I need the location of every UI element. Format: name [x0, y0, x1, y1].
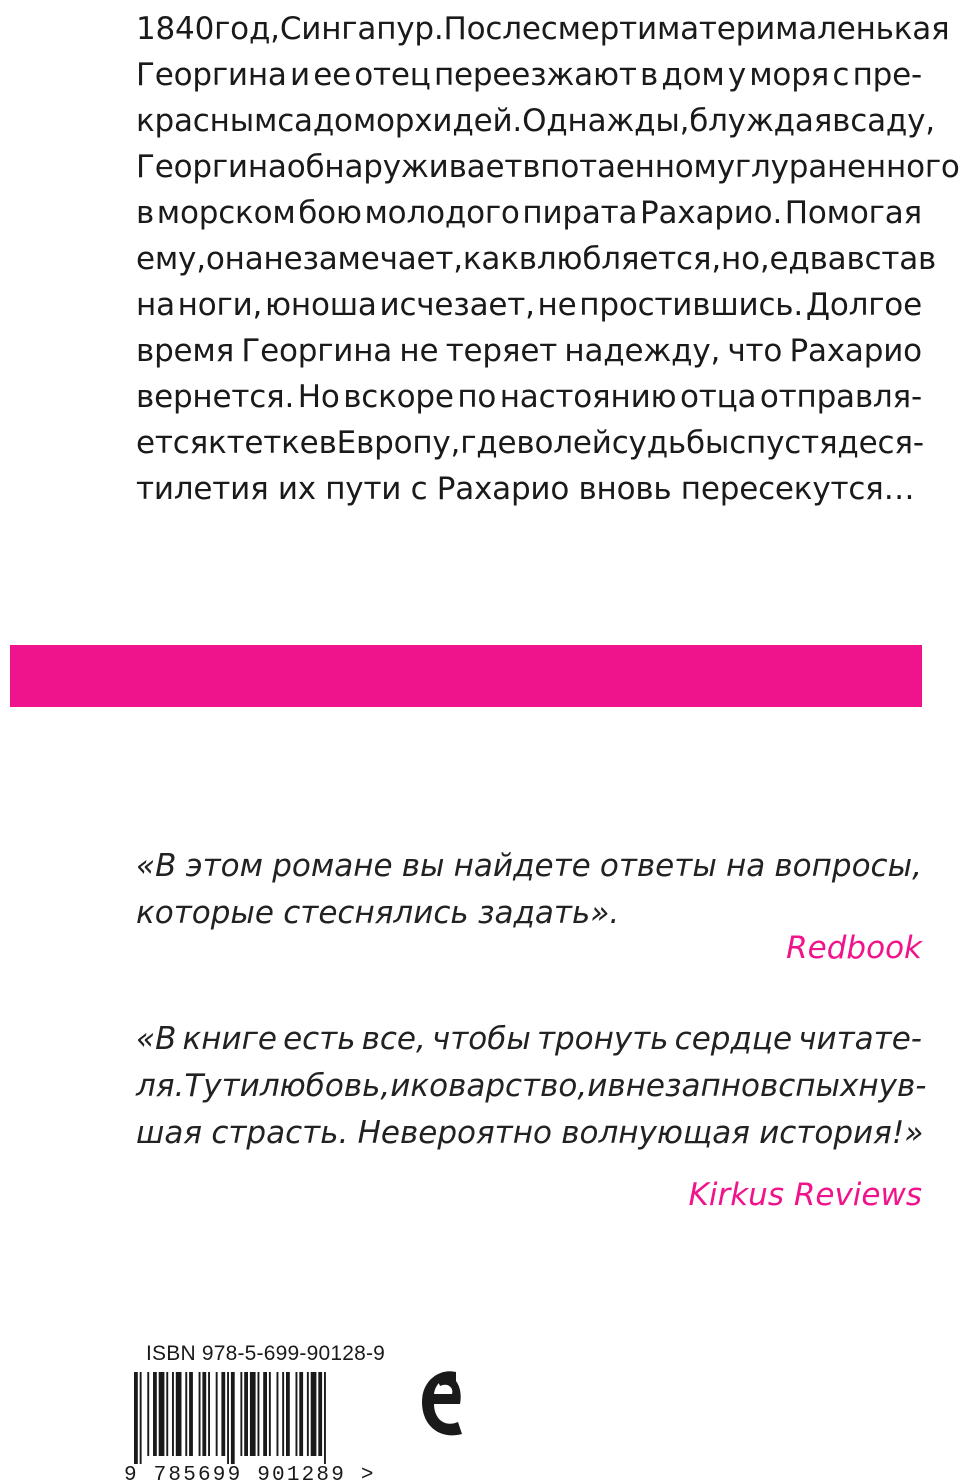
eksmo-e-logo-icon — [410, 1358, 474, 1450]
word: не — [399, 333, 439, 369]
synopsis-text — [136, 6, 960, 512]
word: тронуть — [536, 1021, 669, 1057]
word: в — [639, 57, 659, 93]
word: с — [832, 57, 850, 93]
barcode-bar — [172, 1372, 174, 1456]
barcode-bar — [240, 1372, 242, 1456]
text-line — [136, 6, 950, 52]
barcode-bar — [318, 1372, 322, 1456]
text-line — [136, 98, 935, 144]
word: на — [136, 287, 175, 323]
word: Однажды, — [522, 103, 690, 139]
barcode-bar — [199, 1372, 201, 1456]
word: в — [318, 425, 337, 461]
barcode-bar — [311, 1372, 317, 1456]
word: «В — [136, 1021, 177, 1057]
word: к — [208, 425, 227, 461]
word: тетке — [226, 425, 319, 461]
text-line — [136, 144, 960, 190]
barcode-bar — [147, 1372, 149, 1456]
word: страсть. — [211, 1115, 349, 1151]
word: внезапно — [607, 1068, 760, 1104]
barcode-bar — [286, 1372, 290, 1456]
isbn-label: ISBN 978-5-699-90128-9 — [146, 1342, 386, 1365]
word: Рахарио — [789, 333, 922, 369]
word: где — [460, 425, 517, 461]
barcode-bar — [250, 1372, 256, 1456]
word: пре- — [852, 57, 922, 93]
word: обнаруживает — [286, 149, 523, 185]
word: и — [390, 1068, 411, 1104]
word: в — [136, 195, 155, 231]
word: отца — [679, 379, 757, 415]
word: деся- — [837, 425, 924, 461]
barcode-bar — [296, 1372, 298, 1456]
barcode-bar — [202, 1372, 206, 1456]
word: 1840 — [136, 11, 215, 47]
word: замечает, — [302, 241, 463, 277]
word: которые — [136, 895, 274, 931]
word: но, — [721, 241, 770, 277]
magenta-band — [10, 645, 922, 707]
word: и — [290, 57, 310, 93]
word: ему, — [136, 241, 206, 277]
word: сердце — [674, 1021, 793, 1057]
word: садом — [277, 103, 377, 139]
word: любовь, — [259, 1068, 391, 1104]
word: маленькая — [775, 11, 950, 47]
barcode-bar — [307, 1372, 309, 1456]
word: Помогая — [784, 195, 922, 231]
word: спустя — [729, 425, 838, 461]
word: история!» — [759, 1115, 924, 1151]
barcode-bar — [299, 1372, 303, 1456]
word: не — [263, 241, 303, 277]
word: юноша — [265, 287, 377, 323]
word: есть — [283, 1021, 356, 1057]
text-line — [136, 52, 922, 98]
word: После — [443, 11, 541, 47]
barcode-bar — [216, 1372, 218, 1456]
word: дом — [661, 57, 725, 93]
word: шая — [136, 1115, 203, 1151]
word: морском — [156, 195, 296, 231]
text-line — [136, 282, 922, 328]
text-line — [136, 466, 922, 512]
word: потаенном — [540, 149, 717, 185]
word: красным — [136, 103, 278, 139]
word: по — [457, 379, 497, 415]
word: влюбляется, — [518, 241, 721, 277]
text-line — [136, 1110, 922, 1157]
word: простившись. — [579, 287, 804, 323]
barcode-bar — [282, 1372, 284, 1456]
word: ется — [136, 425, 209, 461]
word: молодого — [364, 195, 520, 231]
word: тилетия — [136, 471, 269, 507]
word: исчезает, — [379, 287, 535, 323]
word: Георгина — [241, 333, 393, 369]
word: у — [727, 57, 746, 93]
word: ее — [313, 57, 351, 93]
word: Георгина — [136, 149, 287, 185]
word: отправля- — [759, 379, 922, 415]
barcode-bar — [277, 1372, 279, 1456]
word: пересекутся… — [680, 471, 915, 507]
word: вернется. — [136, 379, 295, 415]
barcode-bar — [244, 1372, 248, 1456]
word: углу — [716, 149, 789, 185]
word: их — [277, 471, 316, 507]
barcode-bar — [221, 1372, 225, 1456]
word: ля. — [136, 1068, 185, 1104]
word: год, — [214, 11, 280, 47]
word: в — [522, 149, 541, 185]
barcode-bar — [176, 1372, 182, 1456]
barcode-bar — [153, 1372, 157, 1456]
word: Тут — [184, 1068, 240, 1104]
word: не — [537, 287, 577, 323]
text-line — [136, 190, 922, 236]
word: Невероятно — [357, 1115, 552, 1151]
word: и — [239, 1068, 260, 1104]
word: переезжают — [433, 57, 637, 93]
word: стеснялись — [283, 895, 469, 931]
word: волнующая — [561, 1115, 750, 1151]
quote-redbook — [136, 843, 922, 937]
word: найдете — [453, 848, 591, 884]
word: встав — [846, 241, 937, 277]
barcode-bar — [134, 1372, 138, 1464]
word: теряет — [445, 333, 558, 369]
barcode-bar — [258, 1372, 260, 1456]
word: вы — [401, 848, 445, 884]
word: судьбы — [611, 425, 730, 461]
word: Но — [297, 379, 340, 415]
word: коварство, — [410, 1068, 588, 1104]
word: и — [587, 1068, 608, 1104]
barcode-bar — [140, 1372, 142, 1464]
word: книге — [182, 1021, 277, 1057]
text-line — [136, 843, 922, 890]
word: в — [832, 103, 851, 139]
quote-source-redbook: Redbook — [786, 930, 922, 966]
word: пути — [325, 471, 402, 507]
word: вскоре — [343, 379, 454, 415]
text-line — [136, 1063, 927, 1110]
text-line — [136, 374, 922, 420]
word: ответы — [599, 848, 717, 884]
word: настоянию — [499, 379, 677, 415]
word: раненного — [788, 149, 960, 185]
barcode-bar — [263, 1372, 267, 1456]
word: вновь — [578, 471, 672, 507]
word: романе — [272, 848, 393, 884]
word: орхидей. — [376, 103, 523, 139]
word: ноги, — [177, 287, 263, 323]
barcode-digits: 9 785699 901289 > — [124, 1464, 376, 1484]
word: вопросы, — [774, 848, 922, 884]
barcode — [122, 1372, 394, 1482]
word: отец — [354, 57, 431, 93]
word: едва — [769, 241, 847, 277]
word: Сингапур. — [279, 11, 444, 47]
word: этом — [185, 848, 264, 884]
barcode-bar — [185, 1372, 187, 1456]
word: она — [205, 241, 264, 277]
word: читате- — [798, 1021, 922, 1057]
word: смерти — [540, 11, 657, 47]
word: с — [410, 471, 428, 507]
barcode-bar — [159, 1372, 165, 1456]
word: чтобы — [431, 1021, 531, 1057]
text-line — [136, 420, 922, 466]
word: Рахарио — [436, 471, 570, 507]
text-line — [136, 236, 937, 282]
barcode-bar — [166, 1372, 168, 1456]
word: блуждая — [689, 103, 833, 139]
barcode-bar — [227, 1372, 229, 1464]
word: матери — [656, 11, 776, 47]
word: пирата — [522, 195, 638, 231]
barcode-bar — [231, 1372, 235, 1464]
word: «В — [136, 848, 177, 884]
word: Европу, — [336, 425, 461, 461]
text-line — [136, 1016, 922, 1063]
word: время — [136, 333, 235, 369]
word: Долгое — [805, 287, 922, 323]
barcode-bar — [208, 1372, 210, 1456]
barcode-bar — [189, 1372, 193, 1456]
text-line — [136, 328, 922, 374]
word: Рахарио. — [640, 195, 783, 231]
word: надежду, — [564, 333, 721, 369]
word: моря — [749, 57, 830, 93]
quote-source-kirkus: Kirkus Reviews — [688, 1177, 922, 1213]
word: что — [727, 333, 783, 369]
word: как — [462, 241, 519, 277]
word: на — [725, 848, 766, 884]
quote-kirkus — [136, 1016, 927, 1157]
word: волей — [516, 425, 612, 461]
word: задать». — [477, 895, 620, 931]
barcode-bar — [324, 1372, 326, 1464]
word: вспыхнув- — [759, 1068, 927, 1104]
barcode-bar — [269, 1372, 271, 1456]
word: Георгина — [136, 57, 287, 93]
word: бою — [298, 195, 362, 231]
word: все, — [361, 1021, 426, 1057]
word: саду, — [850, 103, 935, 139]
